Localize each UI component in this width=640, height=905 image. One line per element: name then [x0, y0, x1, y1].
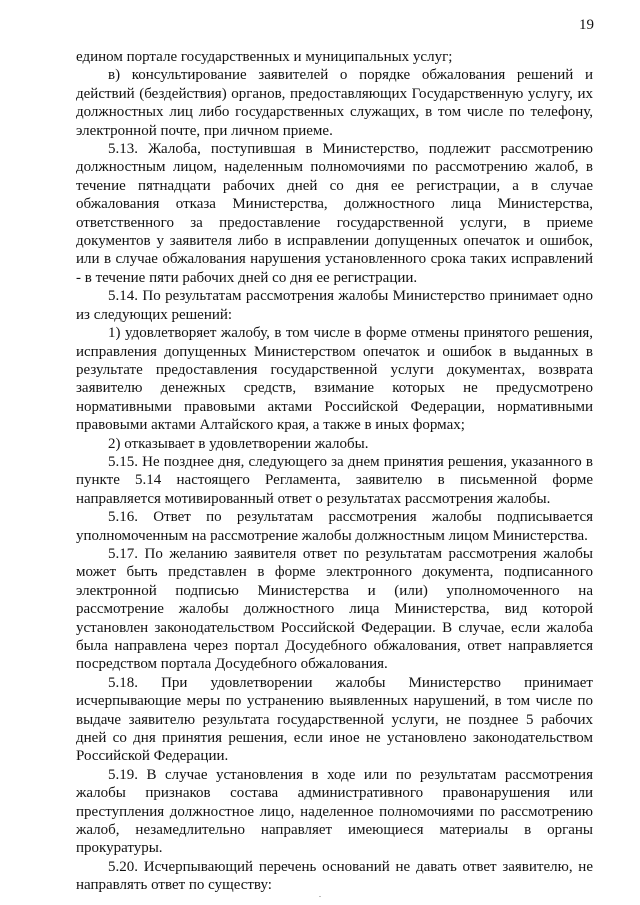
paragraph-continuation: едином портале государственных и муниципальных услуг; [76, 49, 453, 65]
paragraph-5-14-item-2: 2) отказывает в удовлетворении жалобы. [108, 435, 369, 452]
paragraph-5-16: 5.16. Ответ по результатам рассмотрения жалобы подписывается уполномоченным на рассмотрение жалобы должностным лицом Министерства. [76, 509, 593, 544]
footer-mark: · [318, 891, 322, 901]
paragraph-5-20: 5.20. Исчерпывающий перечень оснований не давать ответ заявителю, не направлять ответ по существу: [76, 858, 593, 894]
page-number: 19 [579, 17, 594, 33]
paragraph-5-14-item-1: 1) удовлетворяет жалобу, в том числе в форме отмены принятого решения, исправления допущенных Министерством опечаток и ошибок в выданных в результате предоставления государственной услуги документах, возврата заявителю денежных средств, взимание которых не предусмотрено нормативными правовыми актами Российской Федерации, нормативными правовыми актами Алтайского края, а также в иных формах; [76, 325, 593, 434]
paragraph-5-13: 5.13. Жалоба, поступившая в Министерство, подлежит рассмотрению должностным лицом, наделенным полномочиями по рассмотрению жалоб, в течение пятнадцати рабочих дней со дня ее регистрации, а в случае обжалования отказа Министерства, должностного лица Министерства, ответственного за предоставление государственной услуги, в приеме документов у заявителя либо в исправлении допущенных опечаток и ошибок, или в случае обжалования нарушения установленного срока таких исправлений - в течение пяти рабочих дней со дня ее регистрации. [76, 141, 593, 286]
paragraph-5-14: 5.14. По результатам рассмотрения жалобы Министерство принимает одно из следующих решений: [76, 288, 593, 323]
paragraph-5-19: 5.19. В случае установления в ходе или по результатам рассмотрения жалобы признаков состава административного правонарушения или преступления должностное лицо, наделенное полномочиями по рассмотрению жалоб, незамедлительно направляет имеющиеся материалы в органы прокуратуры. [76, 766, 593, 857]
document-body [76, 48, 593, 895]
paragraph-5-18: 5.18. При удовлетворении жалобы Министерство принимает исчерпывающие меры по устранению выявленных нарушений, в том числе по выдаче заявителю результата государственной услуги, не позднее 5 рабочих дней со дня принятия решения, если иное не установлено законодательством Российской Федерации. [76, 674, 593, 765]
paragraph-item-v: в) консультирование заявителей о порядке обжалования решений и действий (бездействия) органов, предоставляющих Государственную услугу, их должностных лиц либо государственных служащих, в том числе по телефону, электронной почте, при личном приеме. [76, 67, 593, 139]
paragraph-5-15: 5.15. Не позднее дня, следующего за днем принятия решения, указанного в пункте 5.14 настоящего Регламента, заявителю в письменной форме направляется мотивированный ответ о результатах рассмотрения жалобы. [76, 453, 593, 507]
paragraph-5-17: 5.17. По желанию заявителя ответ по результатам рассмотрения жалобы может быть представлен в форме электронного документа, подписанного электронной подписью Министерства и (или) уполномоченного на рассмотрение жалобы должностного лица Министерства, вид которой установлен законодательством Российской Федерации. В случае, если жалоба была направлена через портал Досудебного обжалования, ответ направляется посредством портала Досудебного обжалования. [76, 545, 593, 673]
